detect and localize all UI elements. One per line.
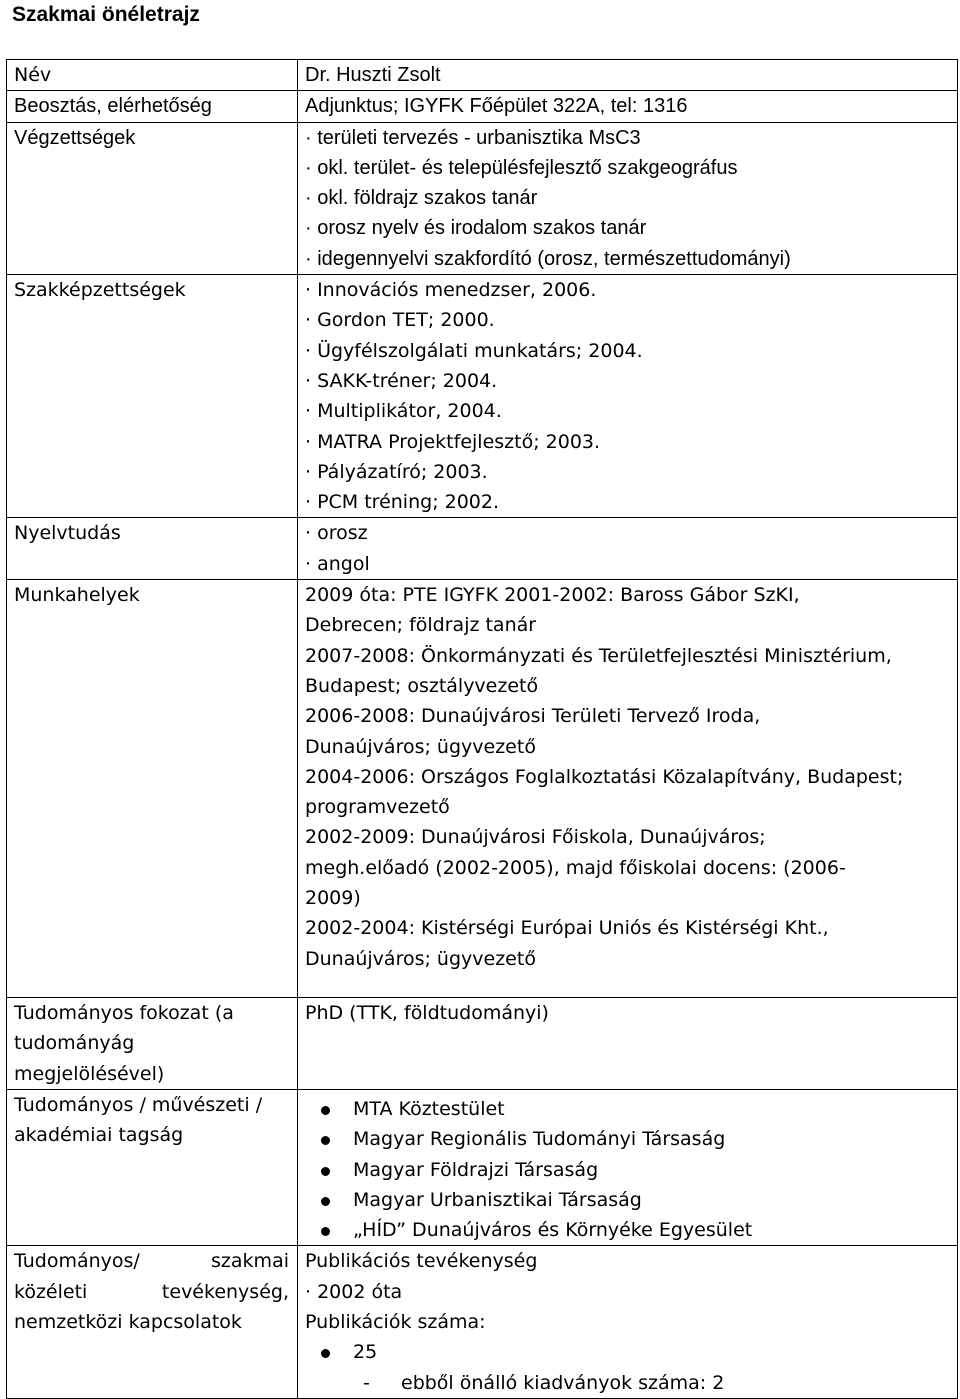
list-item: 2006-2008: Dunaújvárosi Területi Tervező Iroda, <box>305 705 761 728</box>
list-item: Debrecen; földrajz tanár <box>305 614 537 637</box>
list-item: Magyar Földrajzi Társaság <box>305 1155 957 1185</box>
row-fokozat <box>7 998 958 1090</box>
label-vegzettsegek: Végzettségek <box>7 122 298 274</box>
list-item: · PCM tréning; 2002. <box>305 491 500 514</box>
page-title: Szakmai önéletrajz <box>12 3 200 26</box>
list-item: · idegennyelvi szakfordító (orosz, természettudományi) <box>305 247 791 270</box>
publication-count: 25 <box>305 1337 957 1367</box>
label-beosztas: Beosztás, elérhetőség <box>7 91 298 122</box>
row-beosztas <box>7 91 958 122</box>
list-item: megh.előadó (2002-2005), majd főiskolai docens: (2006- <box>305 856 846 879</box>
list-item: 2004-2006: Országos Foglalkoztatási Közalapítvány, Budapest; <box>305 765 904 788</box>
list-item: 2009) <box>305 887 361 910</box>
row-tagsag <box>7 1089 958 1245</box>
list-item: Budapest; osztályvezető <box>305 674 539 697</box>
list-item: 2007-2008: Önkormányzati és Területfejlesztési Minisztérium, <box>305 644 892 667</box>
value-munkahelyek <box>298 580 958 998</box>
list-item: · területi tervezés - urbanisztika MsC3 <box>305 126 641 149</box>
value-vegzettsegek <box>298 122 958 274</box>
list-item: 2009 óta: PTE IGYFK 2001-2002: Baross Gábor SzKI, <box>305 584 800 607</box>
value-kozeleti <box>298 1246 958 1398</box>
list-item: · okl. terület- és településfejlesztő szakgeográfus <box>305 156 738 179</box>
value-beosztas: Adjunktus; IGYFK Főépület 322A, tel: 1316 <box>298 91 958 122</box>
label-line: Tudományos / művészeti / <box>14 1093 263 1116</box>
list-item: · okl. földrajz szakos tanár <box>305 187 538 210</box>
value-nyelvtudas <box>298 518 958 580</box>
list-item: · Innovációs menedzser, 2006. <box>305 279 597 302</box>
value-fokozat: PhD (TTK, földtudományi) <box>298 998 958 1090</box>
row-kozeleti <box>7 1246 958 1398</box>
list-item: MTA Köztestület <box>305 1094 957 1124</box>
publication-heading: Publikációs tevékenység <box>305 1250 538 1273</box>
list-item: programvezető <box>305 796 450 819</box>
label-line: akadémiai tagság <box>14 1124 184 1147</box>
list-item: Dunaújváros; ügyvezető <box>305 947 536 970</box>
list-item: „HÍD” Dunaújváros és Környéke Egyesület <box>305 1215 957 1245</box>
row-vegzettsegek <box>7 122 958 274</box>
label-tagsag <box>7 1089 298 1245</box>
label-fokozat <box>7 998 298 1090</box>
value-szakkepzettsegek <box>298 275 958 518</box>
label-line: tudományág <box>14 1032 135 1055</box>
list-item: · Pályázatíró; 2003. <box>305 460 488 483</box>
value-nev: Dr. Huszti Zsolt <box>298 60 958 91</box>
list-item: · Ügyfélszolgálati munkatárs; 2004. <box>305 339 643 362</box>
publication-count-label: Publikációk száma: <box>305 1311 486 1334</box>
row-nyelvtudas <box>7 518 958 580</box>
label-nev: Név <box>7 60 298 91</box>
list-item: · SAKK-tréner; 2004. <box>305 369 498 392</box>
independent-publications: - ebből önálló kiadványok száma: 2 <box>305 1368 957 1398</box>
label-nyelvtudas: Nyelvtudás <box>7 518 298 580</box>
label-line: Tudományos fokozat (a <box>14 1002 234 1025</box>
list-item: Magyar Urbanisztikai Társaság <box>305 1185 957 1215</box>
cv-table <box>6 59 958 1399</box>
row-munkahelyek <box>7 580 958 998</box>
list-item: 2002-2009: Dunaújvárosi Főiskola, Dunaújváros; <box>305 826 766 849</box>
list-item: · orosz <box>305 522 368 545</box>
row-szakkepzettsegek <box>7 275 958 518</box>
list-item: · Multiplikátor, 2004. <box>305 400 502 423</box>
label-munkahelyek: Munkahelyek <box>7 580 298 998</box>
label-kozeleti: Tudományos/ szakmai közéleti tevékenység, nemzetközi kapcsolatok <box>7 1246 298 1398</box>
list-item: Magyar Regionális Tudományi Társaság <box>305 1124 957 1154</box>
list-item: · Gordon TET; 2000. <box>305 309 495 332</box>
label-line: megjelölésével) <box>14 1062 165 1085</box>
list-item: · angol <box>305 552 370 575</box>
list-item: · 2002 óta <box>305 1280 403 1303</box>
list-item: 2002-2004: Kistérségi Európai Uniós és Kistérségi Kht., <box>305 917 829 940</box>
row-nev <box>7 60 958 91</box>
value-tagsag <box>298 1089 958 1245</box>
list-item: · MATRA Projektfejlesztő; 2003. <box>305 430 601 453</box>
list-item: Dunaújváros; ügyvezető <box>305 735 536 758</box>
list-item: · orosz nyelv és irodalom szakos tanár <box>305 217 647 240</box>
label-szakkepzettsegek: Szakképzettségek <box>7 275 298 518</box>
